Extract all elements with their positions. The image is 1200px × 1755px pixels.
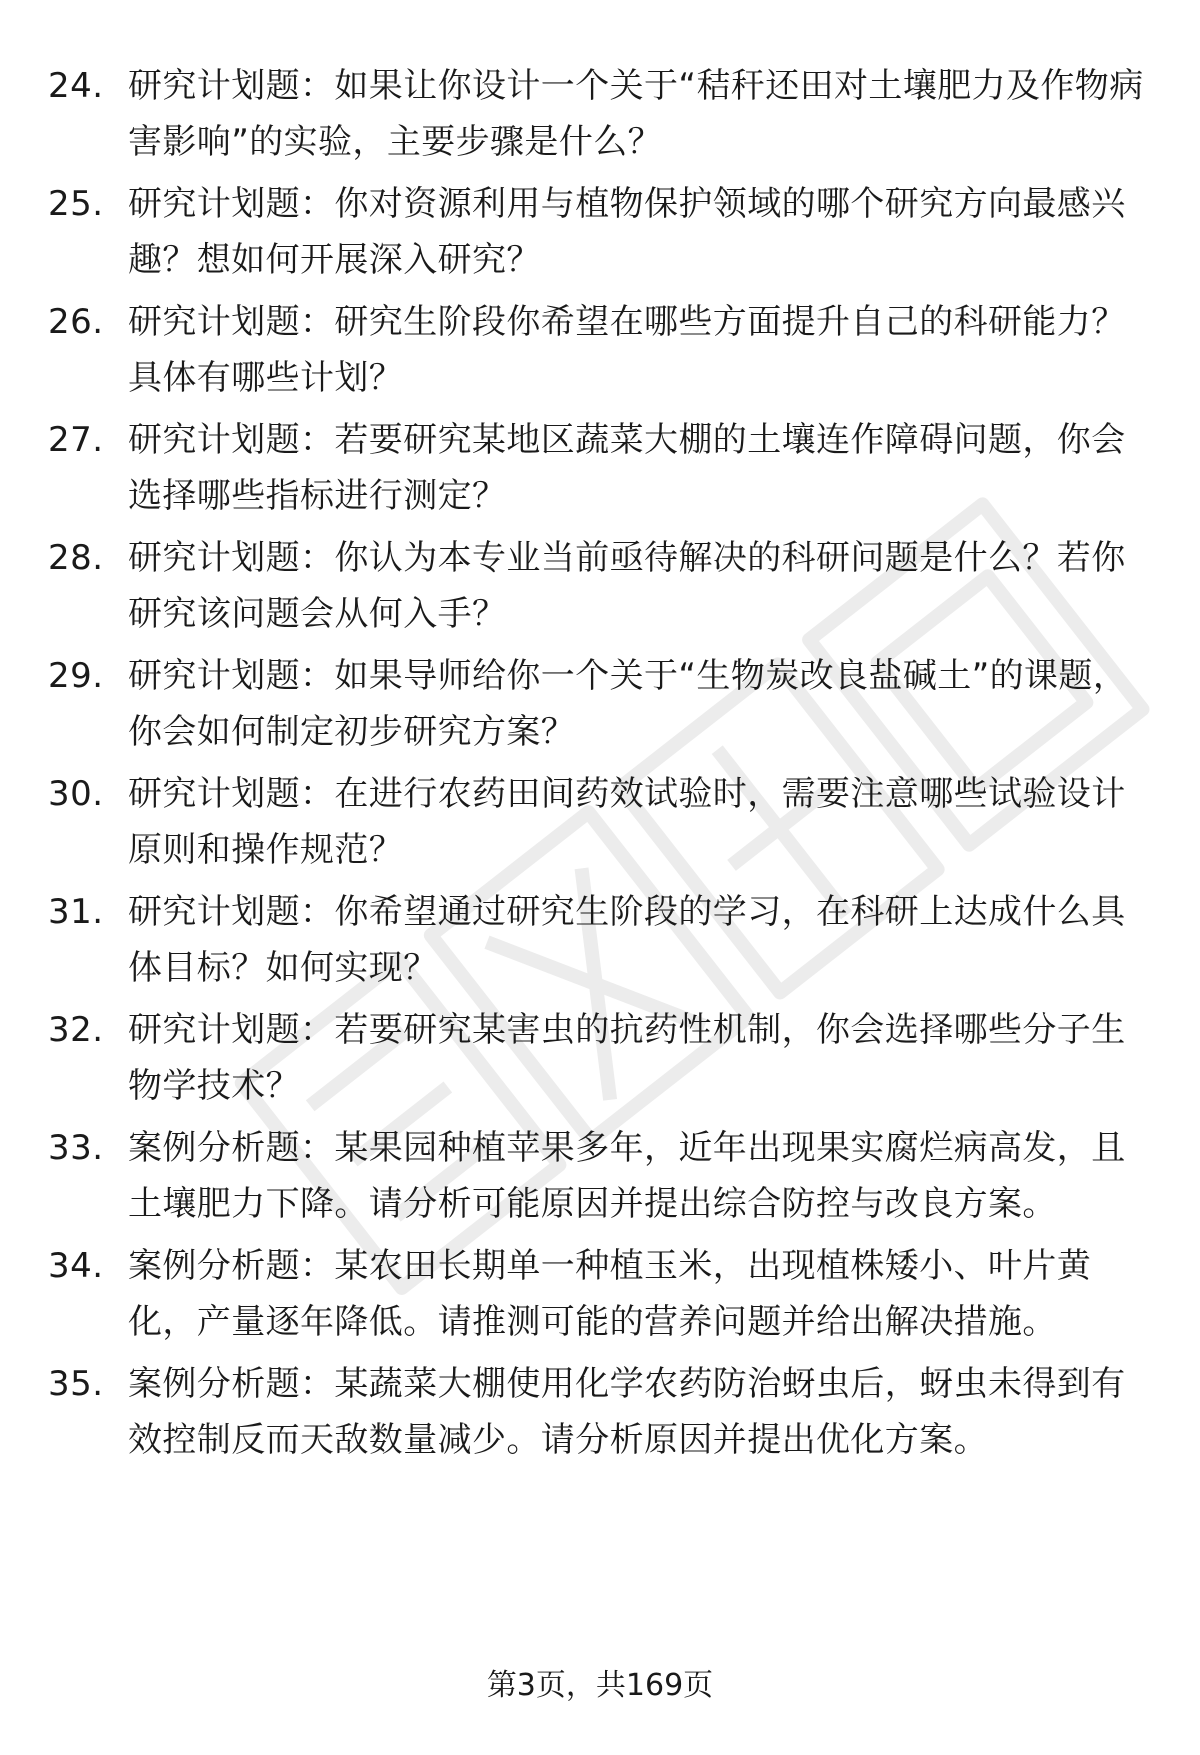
question-text: 案例分析题：某蔬菜大棚使用化学农药防治蚜虫后，蚜虫未得到有效控制反而天敌数量减少。请分析原因并提出优化方案。 bbox=[128, 1364, 1126, 1460]
question-text: 研究计划题：若要研究某地区蔬菜大棚的土壤连作障碍问题，你会选择哪些指标进行测定？ bbox=[128, 420, 1126, 516]
question-text: 研究计划题：若要研究某害虫的抗药性机制，你会选择哪些分子生物学技术？ bbox=[128, 1010, 1126, 1106]
question-number: 29. bbox=[48, 656, 104, 696]
question-number: 28. bbox=[48, 538, 104, 578]
question-text: 研究计划题：如果让你设计一个关于“秸秆还田对土壤肥力及作物病害影响”的实验，主要步骤是什么？ bbox=[128, 66, 1144, 162]
question-number: 25. bbox=[48, 184, 104, 224]
question-text: 研究计划题：你对资源利用与植物保护领域的哪个研究方向最感兴趣？想如何开展深入研究？ bbox=[128, 184, 1126, 280]
question-text: 案例分析题：某农田长期单一种植玉米，出现植株矮小、叶片黄化，产量逐年降低。请推测可能的营养问题并给出解决措施。 bbox=[128, 1246, 1092, 1342]
question-text: 研究计划题：你认为本专业当前亟待解决的科研问题是什么？若你研究该问题会从何入手？ bbox=[128, 538, 1126, 634]
question-number: 31. bbox=[48, 892, 104, 932]
question-number: 27. bbox=[48, 420, 104, 460]
question-number: 26. bbox=[48, 302, 104, 342]
question-text: 研究计划题：研究生阶段你希望在哪些方面提升自己的科研能力？具体有哪些计划？ bbox=[128, 302, 1126, 398]
question-number: 24. bbox=[48, 66, 104, 106]
question-number: 32. bbox=[48, 1010, 104, 1050]
question-text: 案例分析题：某果园种植苹果多年，近年出现果实腐烂病高发，且土壤肥力下降。请分析可能原因并提出综合防控与改良方案。 bbox=[128, 1128, 1126, 1224]
question-number: 30. bbox=[48, 774, 104, 814]
page-footer: 第3页，共169页 bbox=[486, 1668, 714, 1703]
question-number: 34. bbox=[48, 1246, 104, 1286]
question-text: 研究计划题：如果导师给你一个关于“生物炭改良盐碱土”的课题，你会如何制定初步研究方案？ bbox=[128, 656, 1128, 752]
question-text: 研究计划题：在进行农药田间药效试验时，需要注意哪些试验设计原则和操作规范？ bbox=[128, 774, 1126, 870]
question-number: 33. bbox=[48, 1128, 104, 1168]
question-number: 35. bbox=[48, 1364, 104, 1404]
question-text: 研究计划题：你希望通过研究生阶段的学习，在科研上达成什么具体目标？如何实现？ bbox=[128, 892, 1126, 988]
